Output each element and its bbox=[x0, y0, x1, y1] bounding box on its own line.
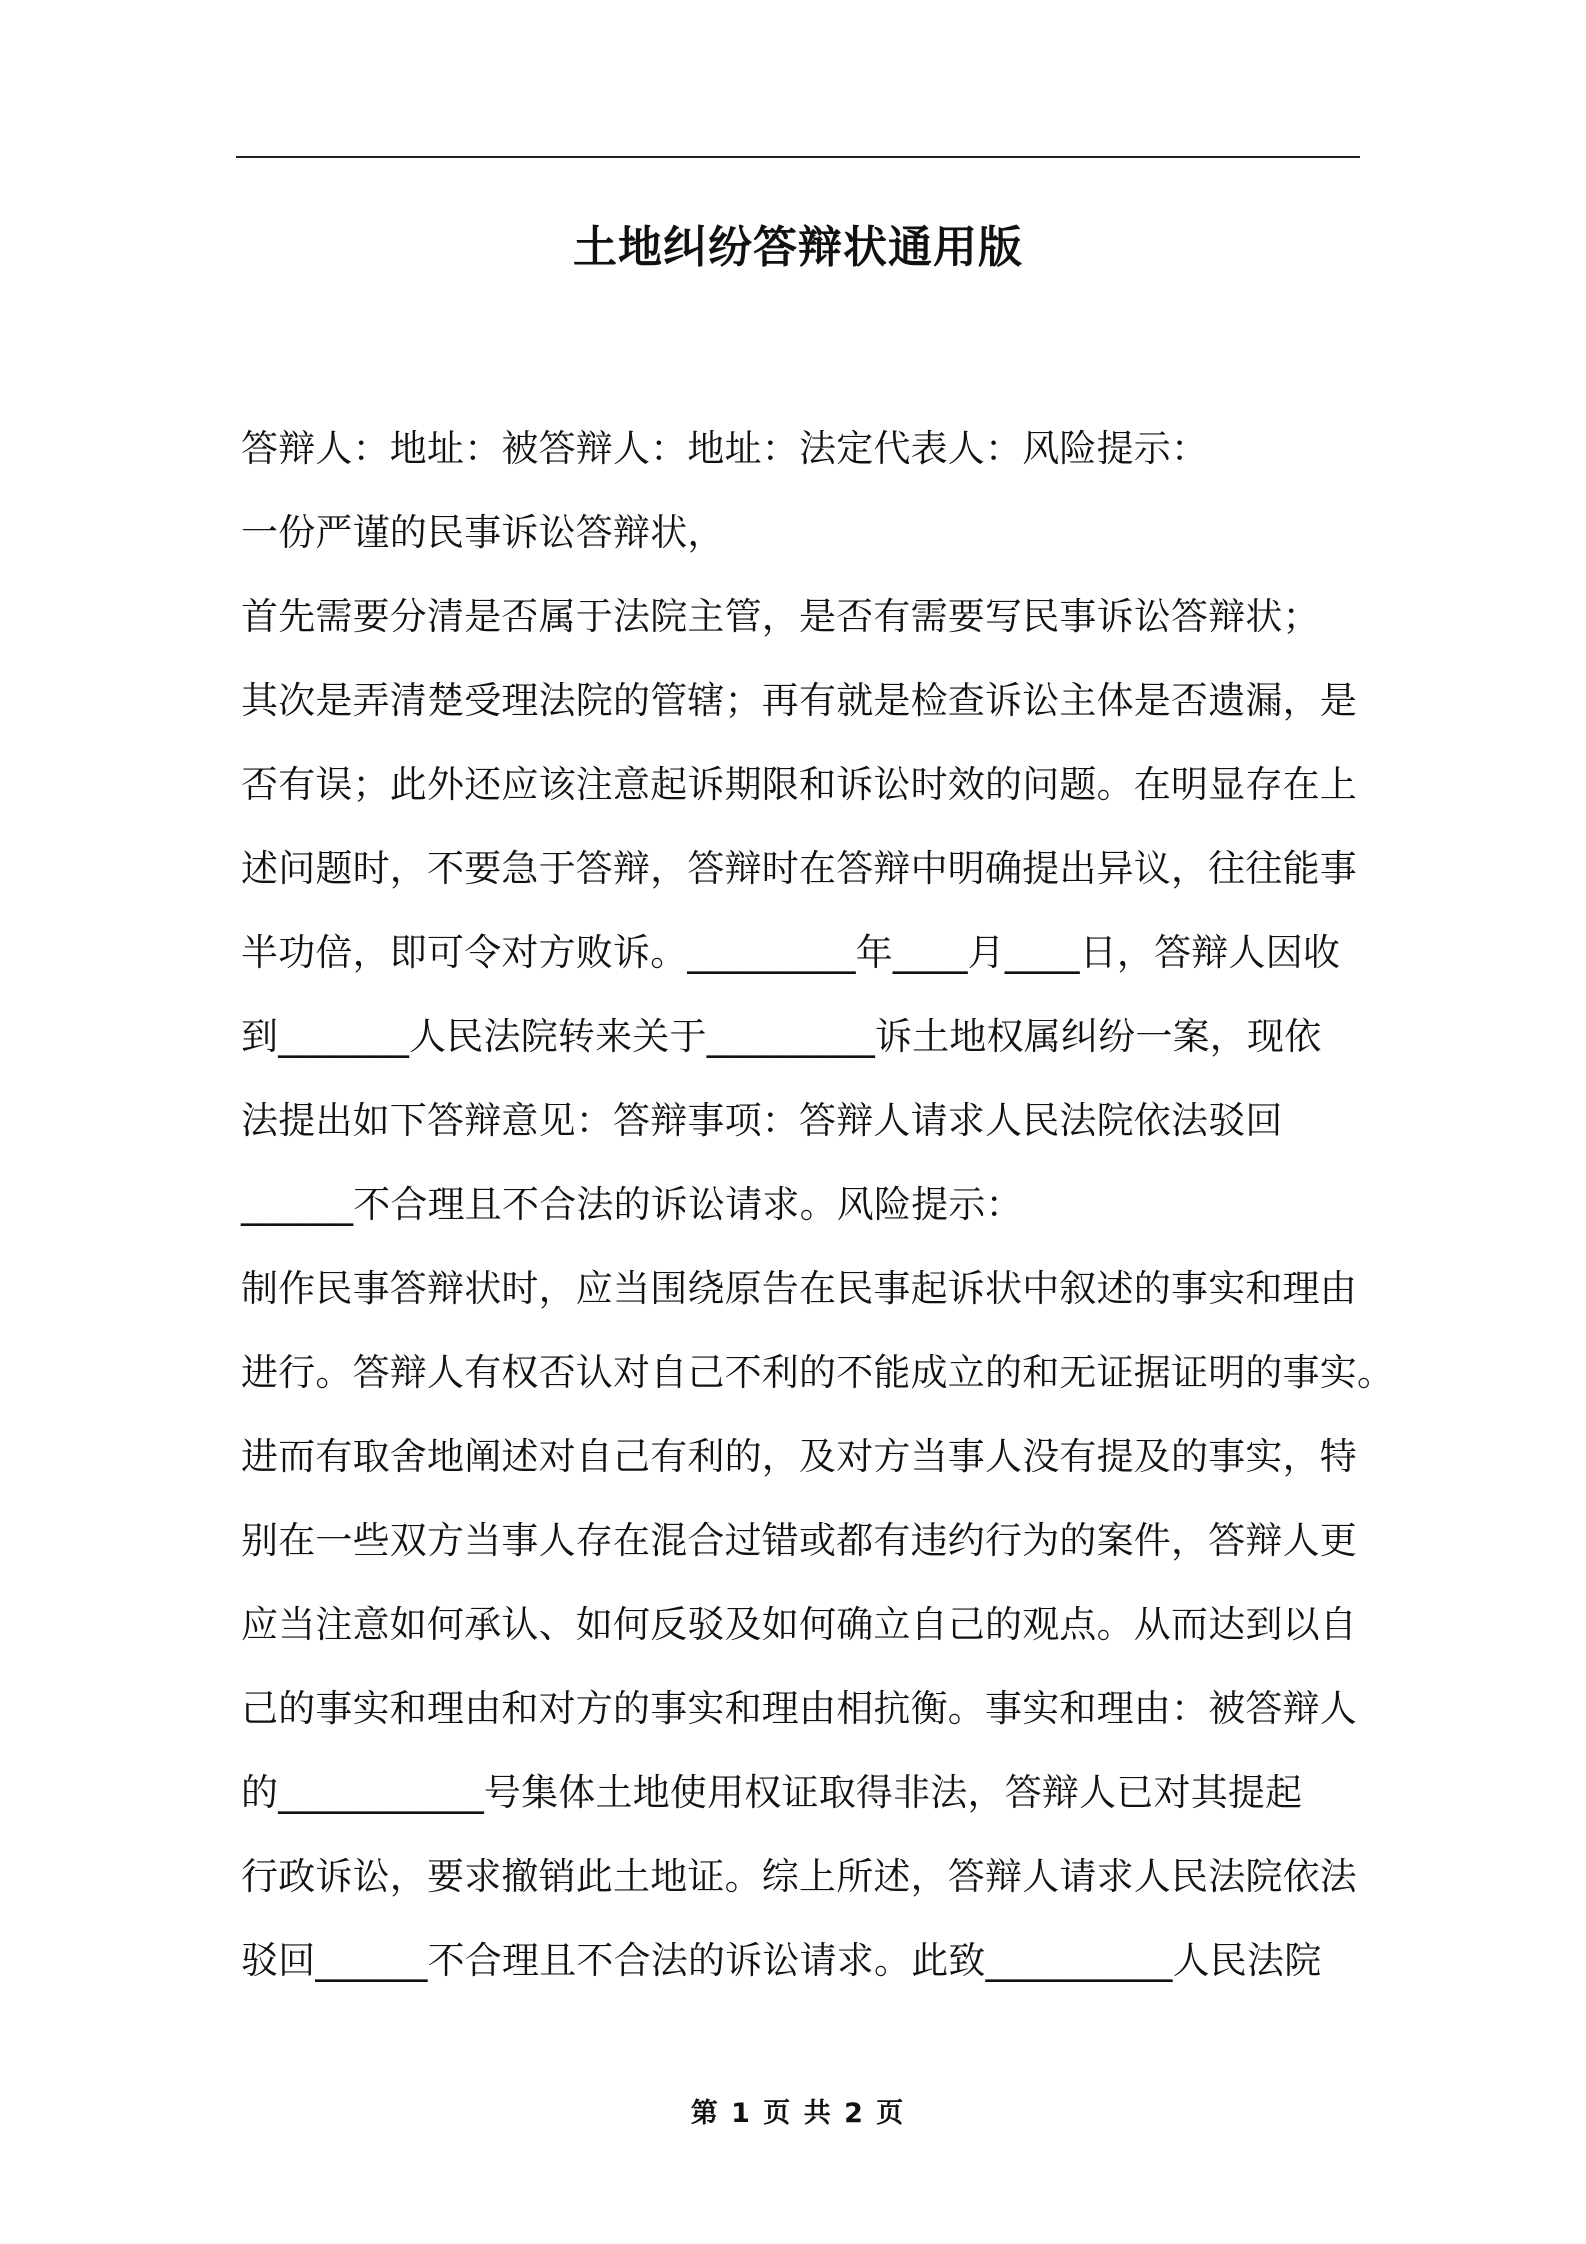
body-line: 述问题时，不要急于答辩，答辩时在答辩中明确提出异议，往往能事 bbox=[241, 847, 1357, 890]
body-line: 别在一些双方当事人存在混合过错或都有违约行为的案件，答辩人更 bbox=[241, 1519, 1357, 1562]
body-line: 行政诉讼，要求撤销此土地证。综上所述，答辩人请求人民法院依法 bbox=[241, 1855, 1357, 1898]
body-line: 一份严谨的民事诉讼答辩状， bbox=[241, 511, 725, 554]
body-line: 的___________号集体土地使用权证取得非法，答辩人已对其提起 bbox=[241, 1771, 1303, 1814]
body-line: 答辩人：地址：被答辩人：地址：法定代表人：风险提示： bbox=[241, 427, 1209, 470]
body-line: 其次是弄清楚受理法院的管辖；再有就是检查诉讼主体是否遗漏，是 bbox=[241, 679, 1357, 722]
body-line: 驳回______不合理且不合法的诉讼请求。此致__________人民法院 bbox=[241, 1939, 1322, 1982]
body-line: 进而有取舍地阐述对自己有利的，及对方当事人没有提及的事实，特 bbox=[241, 1435, 1357, 1478]
body-line: 法提出如下答辩意见：答辩事项：答辩人请求人民法院依法驳回 bbox=[241, 1099, 1283, 1142]
header-divider bbox=[236, 156, 1360, 158]
body-line: 制作民事答辩状时，应当围绕原告在民事起诉状中叙述的事实和理由 bbox=[241, 1267, 1357, 1310]
body-line: 否有误；此外还应该注意起诉期限和诉讼时效的问题。在明显存在上 bbox=[241, 763, 1357, 806]
body-line: 进行。答辩人有权否认对自己不利的不能成立的和无证据证明的事实。 bbox=[241, 1351, 1395, 1394]
body-line: 到_______人民法院转来关于_________诉土地权属纠纷一案，现依 bbox=[241, 1015, 1322, 1058]
page-number-footer: 第 1 页 共 2 页 bbox=[690, 2098, 906, 2129]
document-body bbox=[241, 407, 1395, 2003]
body-line: 应当注意如何承认、如何反驳及如何确立自己的观点。从而达到以自 bbox=[241, 1603, 1357, 1646]
body-line: 半功倍，即可令对方败诉。_________年____月____日，答辩人因收 bbox=[241, 931, 1341, 974]
body-line: 首先需要分清是否属于法院主管，是否有需要写民事诉讼答辩状； bbox=[241, 595, 1320, 638]
document-title: 土地纠纷答辩状通用版 bbox=[573, 222, 1023, 273]
body-line: ______不合理且不合法的诉讼请求。风险提示： bbox=[241, 1183, 1023, 1226]
body-line: 己的事实和理由和对方的事实和理由相抗衡。事实和理由：被答辩人 bbox=[241, 1687, 1357, 1730]
